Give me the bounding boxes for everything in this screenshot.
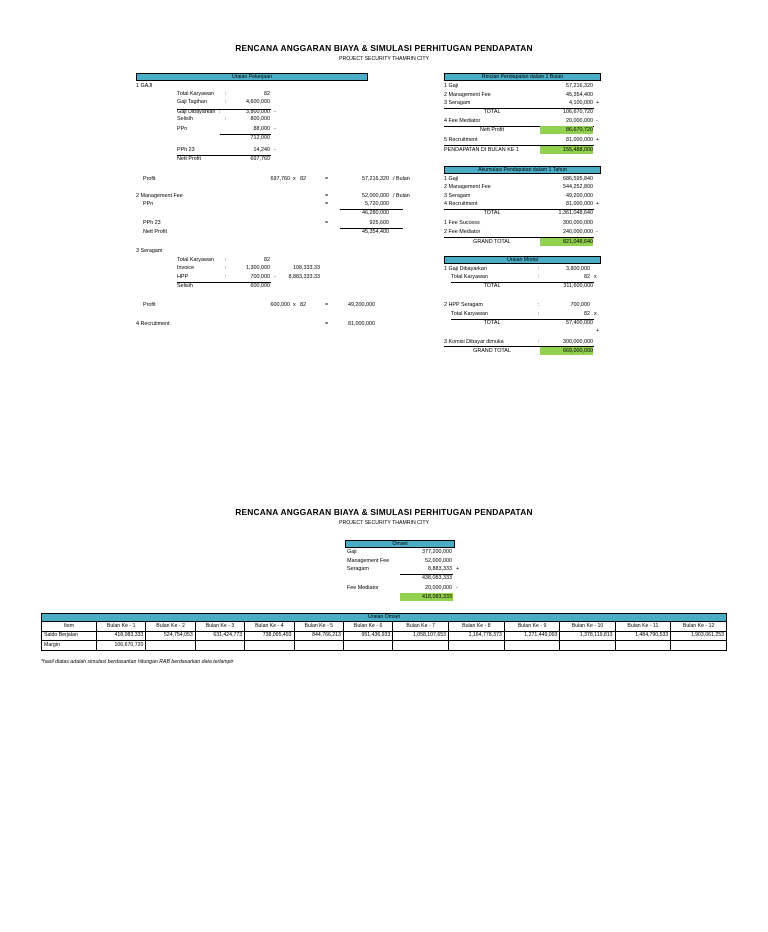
page1-title: RENCANA ANGGARAN BIAYA & SIMULASI PERHITUGAN PENDAPATAN bbox=[235, 43, 533, 53]
profit-result: 57,216,320 bbox=[362, 176, 389, 182]
row-colon: : bbox=[538, 339, 540, 345]
equals-sign: = bbox=[325, 201, 329, 207]
table-cell: 1,484,790,533 bbox=[615, 631, 671, 641]
column-header: Bulan Ke - 8 bbox=[449, 622, 505, 632]
ppn-label: PPn bbox=[143, 201, 154, 207]
row-value: 600,000 bbox=[250, 283, 270, 289]
column-header: Bulan Ke - 6 bbox=[343, 622, 392, 632]
fee-label: 1 Fee Success bbox=[444, 220, 480, 226]
row-extra: 108,333.33 bbox=[293, 265, 320, 271]
page2-subtitle: PROJECT SECURITY THAMRIN CITY bbox=[339, 520, 429, 526]
row-label: 2 Management Fee bbox=[444, 92, 491, 98]
rincian-pendapatan-header: Rincian Pendapatan dalam 1 Bulan bbox=[444, 73, 601, 81]
table-cell bbox=[449, 641, 505, 651]
row-value: 52,000,000 bbox=[425, 558, 452, 564]
row-colon: : bbox=[225, 91, 227, 97]
row-operator: - bbox=[274, 274, 276, 280]
row-colon: : bbox=[225, 274, 227, 280]
gaji-section-label: 1 GAJI bbox=[136, 83, 153, 89]
row-operator: + bbox=[456, 566, 460, 572]
equals-sign: = bbox=[325, 220, 329, 226]
table-cell bbox=[294, 641, 343, 651]
row-label: Total Karyawan bbox=[451, 311, 488, 317]
row-label: 2 HPP Seragam bbox=[444, 302, 483, 308]
table-cell: 524,754,053 bbox=[146, 631, 195, 641]
profit-result: 49,200,000 bbox=[348, 302, 375, 308]
equals-sign: = bbox=[325, 321, 329, 327]
row-label: 3 Seragam bbox=[444, 193, 471, 199]
row-value: 4,600,000 bbox=[246, 99, 270, 105]
row-label: Nett Profit bbox=[177, 156, 201, 162]
table-row bbox=[42, 641, 727, 651]
table-cell bbox=[560, 641, 615, 651]
total-value: 106,670,720 bbox=[563, 109, 593, 115]
table-cell: 1,378,119,813 bbox=[560, 631, 615, 641]
profit-operator: x bbox=[293, 302, 296, 308]
recruitment-value: 81,000,000 bbox=[348, 321, 375, 327]
row-value: 697,760 bbox=[250, 156, 270, 162]
total-label: TOTAL bbox=[483, 320, 501, 326]
profit-label: Profit bbox=[143, 302, 156, 308]
row-colon: : bbox=[225, 265, 227, 271]
total-value: 311,600,000 bbox=[563, 283, 593, 289]
row-label: 1 Gaji bbox=[444, 176, 459, 182]
row-value: 3,800,000 bbox=[566, 266, 590, 272]
total-value: 1,361,048,640 bbox=[558, 210, 593, 216]
row-value: 82 bbox=[264, 91, 270, 97]
table-row bbox=[42, 631, 727, 641]
table-cell: 844,766,213 bbox=[294, 631, 343, 641]
row-value: 544,252,800 bbox=[563, 184, 593, 190]
table-cell bbox=[343, 641, 392, 651]
row-extra: 8,883,333.33 bbox=[288, 274, 320, 280]
row-operator: - bbox=[456, 585, 458, 591]
row-label: 1 Gaji Dibayarkan bbox=[444, 266, 487, 272]
row-operator: + bbox=[596, 328, 600, 334]
nett-profit-value: 86,670,720 bbox=[566, 127, 593, 133]
footnote: *hasil diatas adalah simulasi berdasarkan hitungan RAB berdasarkan data terlampir bbox=[41, 659, 234, 665]
fee-mediator-label: Fee Mediator bbox=[347, 585, 379, 591]
row-label: 3 Seragam bbox=[444, 100, 471, 106]
table-cell bbox=[671, 641, 727, 651]
row-colon: : bbox=[225, 99, 227, 105]
komisi-label: 3 Komisi Dibayar dimuka bbox=[444, 339, 504, 345]
fee-value: 240,000,000 bbox=[563, 229, 593, 235]
table-cell bbox=[195, 641, 244, 651]
column-header: Bulan Ke - 11 bbox=[615, 622, 671, 632]
row-label: HPP bbox=[177, 274, 189, 280]
fee-value: 300,000,000 bbox=[563, 220, 593, 226]
column-header: Bulan Ke - 4 bbox=[245, 622, 294, 632]
row-label: Seragam bbox=[347, 566, 369, 572]
table-cell: 418,083,333 bbox=[97, 631, 146, 641]
profit-value: 697,760 bbox=[270, 176, 290, 182]
total-label: TOTAL bbox=[483, 109, 501, 115]
row-colon: : bbox=[225, 257, 227, 263]
row-operator: - bbox=[596, 118, 598, 124]
management-fee-unit: / Bulan bbox=[393, 193, 410, 199]
row-value: 377,200,000 bbox=[422, 549, 452, 555]
table-cell: 1,164,778,373 bbox=[449, 631, 505, 641]
table-cell: 631,424,773 bbox=[195, 631, 244, 641]
column-header: Bulan Ke - 12 bbox=[671, 622, 727, 632]
table-cell bbox=[615, 641, 671, 651]
row-colon: : bbox=[538, 302, 540, 308]
table-cell bbox=[393, 641, 449, 651]
row-operator: - bbox=[274, 126, 276, 132]
pendapatan-value: 155,488,000 bbox=[563, 147, 593, 153]
row-label: Invoice bbox=[177, 265, 195, 271]
grand-total-label: GRAND TOTAL bbox=[473, 239, 511, 245]
row-value: 1,300,000 bbox=[246, 265, 270, 271]
column-header: Bulan Ke - 5 bbox=[294, 622, 343, 632]
akumulasi-pendapatan-header: Akumulasi Pendapatan dalam 1 Tahun bbox=[444, 166, 601, 174]
recruitment-label: 4 Recrutiment bbox=[136, 321, 170, 327]
profit-qty: 82 bbox=[300, 176, 306, 182]
subtotal-value: 46,280,000 bbox=[362, 210, 389, 216]
row-label: 4 Recruitment bbox=[444, 201, 478, 207]
divider bbox=[177, 109, 271, 110]
row-operator: - bbox=[274, 147, 276, 153]
total-value: 57,400,000 bbox=[566, 320, 593, 326]
row-value: 686,595,840 bbox=[563, 176, 593, 182]
row-colon: : bbox=[538, 311, 540, 317]
row-operator: + bbox=[596, 201, 600, 207]
row-value: 3,800,000 bbox=[246, 109, 270, 115]
uraian-omset-header: Uraian Omset bbox=[41, 613, 727, 621]
row-colon: : bbox=[538, 274, 540, 280]
equals-sign: = bbox=[325, 176, 329, 182]
row-label: Margin bbox=[42, 641, 97, 651]
nett-profit-label: Nett Profit bbox=[480, 127, 504, 133]
uraian-modal-header: Uraian Modal bbox=[444, 256, 601, 264]
management-fee-label: 2 Management Fee bbox=[136, 193, 183, 199]
row-operator: + bbox=[596, 137, 600, 143]
row-label: PPn bbox=[177, 126, 188, 132]
fee-label: 2 Fee Mediator bbox=[444, 229, 481, 235]
table-cell bbox=[504, 641, 560, 651]
column-header: Bulan Ke - 2 bbox=[146, 622, 195, 632]
row-label: Selisih bbox=[177, 116, 193, 122]
profit-label: Profit bbox=[143, 176, 156, 182]
page2-title: RENCANA ANGGARAN BIAYA & SIMULASI PERHITUGAN PENDAPATAN bbox=[235, 507, 533, 517]
row-label: Selisih bbox=[177, 283, 193, 289]
equals-sign: = bbox=[325, 302, 329, 308]
table-cell: 106,670,720 bbox=[97, 641, 146, 651]
equals-sign: = bbox=[325, 193, 329, 199]
row-label: 2 Management Fee bbox=[444, 184, 491, 190]
monthly-table bbox=[41, 621, 727, 651]
row-value: 4,100,000 bbox=[569, 100, 593, 106]
row-value: 81,000,000 bbox=[566, 201, 593, 207]
profit-value: 600,000 bbox=[270, 302, 290, 308]
table-cell: 1,903,061,253 bbox=[671, 631, 727, 641]
row-label: Gaji bbox=[347, 549, 357, 555]
recruitment-value: 81,000,000 bbox=[566, 137, 593, 143]
row-label: Gaji Tagihan bbox=[177, 99, 207, 105]
total-label: TOTAL bbox=[483, 283, 501, 289]
row-label: 1 Gaji bbox=[444, 83, 459, 89]
row-value: 88,000 bbox=[253, 126, 270, 132]
fee-mediator-label: 4 Fee Mediator bbox=[444, 118, 481, 124]
row-value: 82 bbox=[584, 274, 590, 280]
row-colon: : bbox=[219, 109, 221, 115]
subtotal-value: 438,083,333 bbox=[422, 575, 452, 581]
omset-header: Omset bbox=[345, 540, 455, 548]
row-value: 82 bbox=[264, 257, 270, 263]
recruitment-label: 5 Recruitment bbox=[444, 137, 478, 143]
pendapatan-label: PENDAPATAN DI BULAN KE 1 bbox=[444, 147, 519, 153]
column-header: Bulan Ke - 7 bbox=[393, 622, 449, 632]
row-value: 57,216,320 bbox=[566, 83, 593, 89]
omset-final-value: 418,083,333 bbox=[422, 594, 452, 600]
row-operator: - bbox=[596, 229, 598, 235]
table-cell: 1,271,449,093 bbox=[504, 631, 560, 641]
row-label: Management Fee bbox=[347, 558, 390, 564]
profit-qty: 82 bbox=[300, 302, 306, 308]
uraian-pekerjaan-header: Uraian Pekerjaan bbox=[136, 73, 368, 81]
column-header: Bulan Ke - 10 bbox=[560, 622, 615, 632]
grand-total-value: 821,048,640 bbox=[563, 239, 593, 245]
row-value: 712,000 bbox=[250, 135, 270, 141]
row-value: 45,354,400 bbox=[566, 92, 593, 98]
row-colon: : bbox=[538, 266, 540, 272]
fee-mediator-value: 20,000,000 bbox=[425, 585, 452, 591]
row-operator: x bbox=[594, 311, 597, 317]
table-cell: 951,436,933 bbox=[343, 631, 392, 641]
row-value: 700,000 bbox=[570, 302, 590, 308]
total-label: TOTAL bbox=[483, 210, 501, 216]
row-label: Gaji Dibayarkan bbox=[177, 109, 216, 115]
row-label: Saldo Berjalan bbox=[42, 631, 97, 641]
table-header-row bbox=[42, 622, 727, 632]
nett-profit-value: 45,354,400 bbox=[362, 229, 389, 235]
row-value: 49,200,000 bbox=[566, 193, 593, 199]
fee-mediator-value: 20,000,000 bbox=[566, 118, 593, 124]
row-label: Total Karyawan bbox=[451, 274, 488, 280]
column-header: Bulan Ke - 3 bbox=[195, 622, 244, 632]
profit-unit: / Bulan bbox=[393, 176, 410, 182]
ppn-value: 5,720,000 bbox=[365, 201, 389, 207]
row-label: PPh 23 bbox=[177, 147, 195, 153]
management-fee-value: 52,000,000 bbox=[362, 193, 389, 199]
row-colon: : bbox=[225, 116, 227, 122]
grand-total-label: GRAND TOTAL bbox=[473, 348, 511, 354]
page1-subtitle: PROJECT SECURITY THAMRIN CITY bbox=[339, 56, 429, 62]
column-header: Bulan Ke - 9 bbox=[504, 622, 560, 632]
row-operator: - bbox=[274, 109, 276, 115]
pph-value: 925,600 bbox=[369, 220, 389, 226]
row-value: 800,000 bbox=[250, 116, 270, 122]
profit-operator: x bbox=[293, 176, 296, 182]
grand-total-value: 669,000,000 bbox=[563, 348, 593, 354]
komisi-value: 300,000,000 bbox=[563, 339, 593, 345]
seragam-label: 3 Seragam bbox=[136, 248, 163, 254]
row-operator: + bbox=[596, 100, 600, 106]
table-cell bbox=[245, 641, 294, 651]
column-header: Bulan Ke - 1 bbox=[97, 622, 146, 632]
row-label: Total Karyawan bbox=[177, 257, 214, 263]
column-header: Item bbox=[42, 622, 97, 632]
row-value: 14,240 bbox=[253, 147, 270, 153]
table-cell bbox=[146, 641, 195, 651]
row-value: 82 bbox=[584, 311, 590, 317]
row-operator: x bbox=[594, 274, 597, 280]
row-value: 8,883,333 bbox=[428, 566, 452, 572]
row-value: 700,000 bbox=[250, 274, 270, 280]
nett-profit-label: Nett Profit bbox=[143, 229, 167, 235]
table-cell: 738,095,493 bbox=[245, 631, 294, 641]
pph-label: PPh 23 bbox=[143, 220, 161, 226]
table-cell: 1,058,107,653 bbox=[393, 631, 449, 641]
row-label: Total Karyawan bbox=[177, 91, 214, 97]
